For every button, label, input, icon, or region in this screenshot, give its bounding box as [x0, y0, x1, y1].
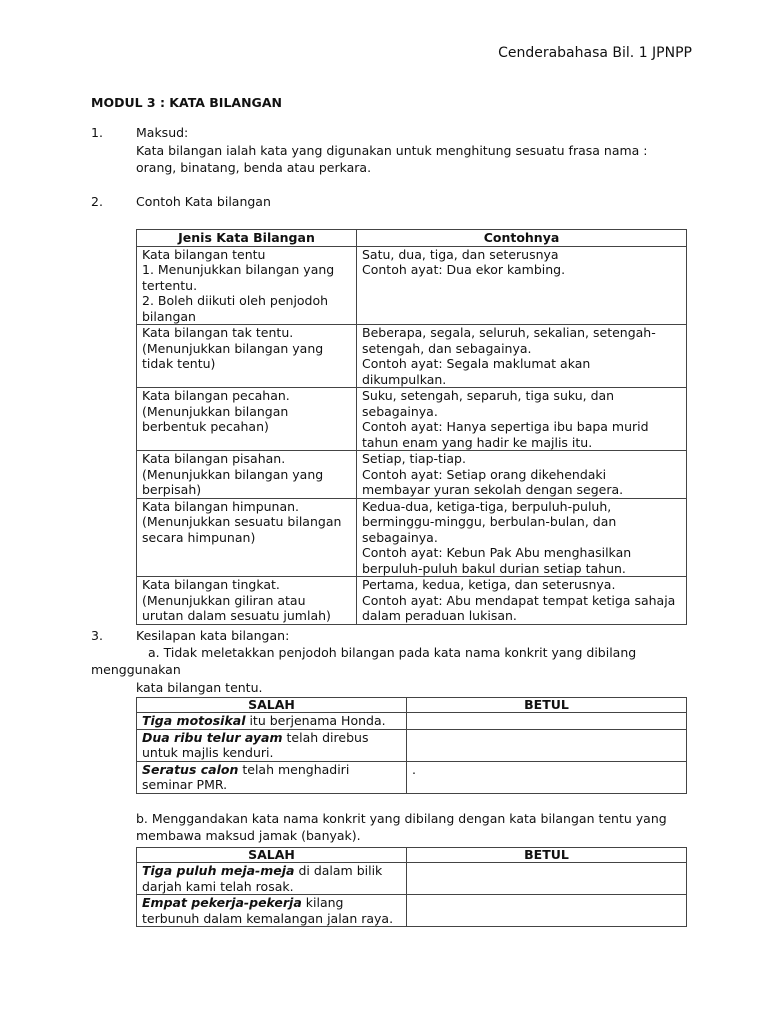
contoh-cell: [357, 325, 687, 388]
page-header: Cenderabahasa Bil. 1 JPNPP: [498, 45, 692, 61]
betul-text: .: [412, 761, 416, 777]
section-1-line-2: orang, binatang, benda atau perkara.: [136, 160, 372, 175]
cell-line: Contoh ayat: Dua ekor kambing.: [362, 262, 566, 277]
cell-line: untuk majlis kenduri.: [142, 745, 274, 760]
emphasized-phrase: Seratus calon: [142, 761, 239, 777]
table-header-row: [137, 230, 687, 247]
cell-line: Kata bilangan tentu: [142, 246, 266, 262]
cell-line: Kata bilangan himpunan.: [142, 498, 300, 514]
kata-bilangan-table: [136, 229, 687, 625]
cell-line: 2. Boleh diikuti oleh penjodoh: [142, 293, 329, 308]
contoh-cell: [357, 246, 687, 325]
cell-line: Setiap, tiap-tiap.: [362, 451, 466, 466]
salah-cell: [137, 729, 407, 761]
jenis-cell: [137, 246, 357, 325]
table-row: [137, 388, 687, 451]
cell-line: Kata bilangan pecahan.: [142, 388, 290, 403]
cell-line: (Menunjukkan bilangan yang: [142, 466, 324, 482]
cell-line: urutan dalam sesuatu jumlah): [142, 608, 331, 623]
cell-line: Pertama, kedua, ketiga, dan seterusnya.: [362, 577, 616, 592]
cell-line: [142, 863, 401, 879]
section-3a-line-1: a. Tidak meletakkan penjodoh bilangan pada kata nama konkrit yang dibilang: [148, 645, 637, 660]
cell-line: Beberapa, segala, seluruh, sekalian, setengah-: [362, 325, 656, 340]
section-1-number: 1.: [91, 125, 103, 140]
emphasized-phrase: Tiga motosikal: [142, 713, 246, 728]
cell-line: sebagainya.: [362, 529, 438, 545]
cell-line: berpisah): [142, 482, 202, 497]
cell-line: terbunuh dalam kemalangan jalan raya.: [142, 910, 394, 926]
section-3b-line-2: membawa maksud jamak (banyak).: [136, 828, 361, 843]
section-3-heading: Kesilapan kata bilangan:: [136, 628, 290, 643]
table-row: [137, 498, 687, 577]
table-row: [137, 761, 687, 793]
section-1-line-1: Kata bilangan ialah kata yang digunakan untuk menghitung sesuatu frasa nama :: [136, 143, 648, 158]
cell-line: tidak tentu): [142, 356, 216, 371]
cell-line: Kata bilangan tingkat.: [142, 577, 280, 592]
cell-line: (Menunjukkan giliran atau: [142, 592, 306, 608]
cell-line: Suku, setengah, separuh, tiga suku, dan: [362, 388, 615, 403]
table-row: [137, 246, 687, 325]
table-row: [137, 895, 687, 927]
section-2-heading: Contoh Kata bilangan: [136, 194, 271, 209]
cell-line: Contoh ayat: Kebun Pak Abu menghasilkan: [362, 545, 632, 560]
cell-line: tertentu.: [142, 277, 198, 293]
cell-line: berbentuk pecahan): [142, 419, 269, 434]
sentence-rest: kilang: [301, 895, 344, 910]
section-3a-line-3: kata bilangan tentu.: [136, 680, 263, 695]
betul-cell: [407, 761, 687, 793]
betul-cell: [407, 713, 687, 730]
table-row: [137, 729, 687, 761]
contoh-cell: [357, 388, 687, 451]
section-2-number: 2.: [91, 194, 103, 209]
contoh-cell: [357, 451, 687, 499]
cell-line: darjah kami telah rosak.: [142, 878, 294, 894]
column-header: BETUL: [407, 848, 687, 863]
contoh-cell: [357, 498, 687, 577]
jenis-cell: [137, 451, 357, 499]
betul-cell: [407, 863, 687, 895]
table-row: [137, 325, 687, 388]
column-header: Contohnya: [357, 230, 687, 247]
table-row: [137, 863, 687, 895]
section-3a-line-2: menggunakan: [91, 662, 181, 677]
cell-line: Contoh ayat: Segala maklumat akan: [362, 356, 591, 371]
emphasized-phrase: Empat pekerja-pekerja: [142, 895, 302, 910]
column-header: SALAH: [137, 848, 407, 863]
salah-betul-table-a: [136, 697, 687, 794]
cell-line: (Menunjukkan sesuatu bilangan: [142, 514, 342, 529]
cell-line: Kata bilangan tak tentu.: [142, 325, 294, 340]
cell-line: (Menunjukkan bilangan yang: [142, 340, 324, 356]
cell-line: Contoh ayat: Hanya sepertiga ibu bapa murid: [362, 419, 649, 434]
jenis-cell: [137, 325, 357, 388]
column-header: SALAH: [137, 698, 407, 713]
cell-line: (Menunjukkan bilangan: [142, 403, 289, 419]
cell-line: Kata bilangan pisahan.: [142, 451, 286, 466]
salah-cell: [137, 713, 407, 730]
module-title: MODUL 3 : KATA BILANGAN: [91, 95, 282, 110]
contoh-cell: [357, 577, 687, 625]
sentence-rest: telah direbus: [282, 729, 369, 745]
cell-line: setengah, dan sebagainya.: [362, 340, 532, 356]
cell-line: dikumpulkan.: [362, 371, 447, 387]
section-3b-line-1: b. Menggandakan kata nama konkrit yang dibilang dengan kata bilangan tentu yang: [136, 811, 667, 826]
jenis-cell: [137, 577, 357, 625]
salah-cell: [137, 761, 407, 793]
sentence-rest: telah menghadiri: [238, 761, 350, 777]
table-header-row: [137, 848, 687, 863]
cell-line: [142, 730, 401, 746]
cell-line: [142, 762, 401, 778]
cell-line: 1. Menunjukkan bilangan yang: [142, 262, 335, 277]
cell-line: secara himpunan): [142, 529, 256, 545]
emphasized-phrase: Tiga puluh meja-meja: [142, 863, 295, 878]
table-row: [137, 451, 687, 499]
cell-line: dalam peraduan lukisan.: [362, 608, 517, 623]
table-header-row: [137, 698, 687, 713]
table-row: [137, 713, 687, 730]
table-row: [137, 577, 687, 625]
betul-cell: [407, 895, 687, 927]
section-1-heading: Maksud:: [136, 125, 189, 140]
jenis-cell: [137, 388, 357, 451]
section-3-number: 3.: [91, 628, 103, 643]
cell-line: berminggu-minggu, berbulan-bulan, dan: [362, 514, 617, 529]
cell-line: bilangan: [142, 308, 196, 324]
cell-line: [142, 895, 401, 911]
betul-cell: [407, 729, 687, 761]
emphasized-phrase: Dua ribu telur ayam: [142, 729, 283, 745]
cell-line: Contoh ayat: Setiap orang dikehendaki: [362, 466, 607, 482]
cell-line: tahun enam yang hadir ke majlis itu.: [362, 434, 593, 450]
salah-betul-table-b: [136, 847, 687, 927]
salah-cell: [137, 895, 407, 927]
jenis-cell: [137, 498, 357, 577]
salah-cell: [137, 863, 407, 895]
cell-line: seminar PMR.: [142, 777, 228, 792]
cell-line: membayar yuran sekolah dengan segera.: [362, 482, 624, 497]
cell-line: sebagainya.: [362, 403, 438, 419]
sentence-rest: itu berjenama Honda.: [245, 713, 386, 728]
column-header: BETUL: [407, 698, 687, 713]
column-header: Jenis Kata Bilangan: [137, 230, 357, 247]
cell-line: Satu, dua, tiga, dan seterusnya: [362, 246, 559, 262]
cell-line: berpuluh-puluh bakul durian setiap tahun.: [362, 560, 626, 576]
cell-line: Contoh ayat: Abu mendapat tempat ketiga sahaja: [362, 592, 676, 608]
cell-line: Kedua-dua, ketiga-tiga, berpuluh-puluh,: [362, 498, 612, 514]
sentence-rest: di dalam bilik: [294, 863, 383, 878]
cell-line: [142, 713, 401, 729]
